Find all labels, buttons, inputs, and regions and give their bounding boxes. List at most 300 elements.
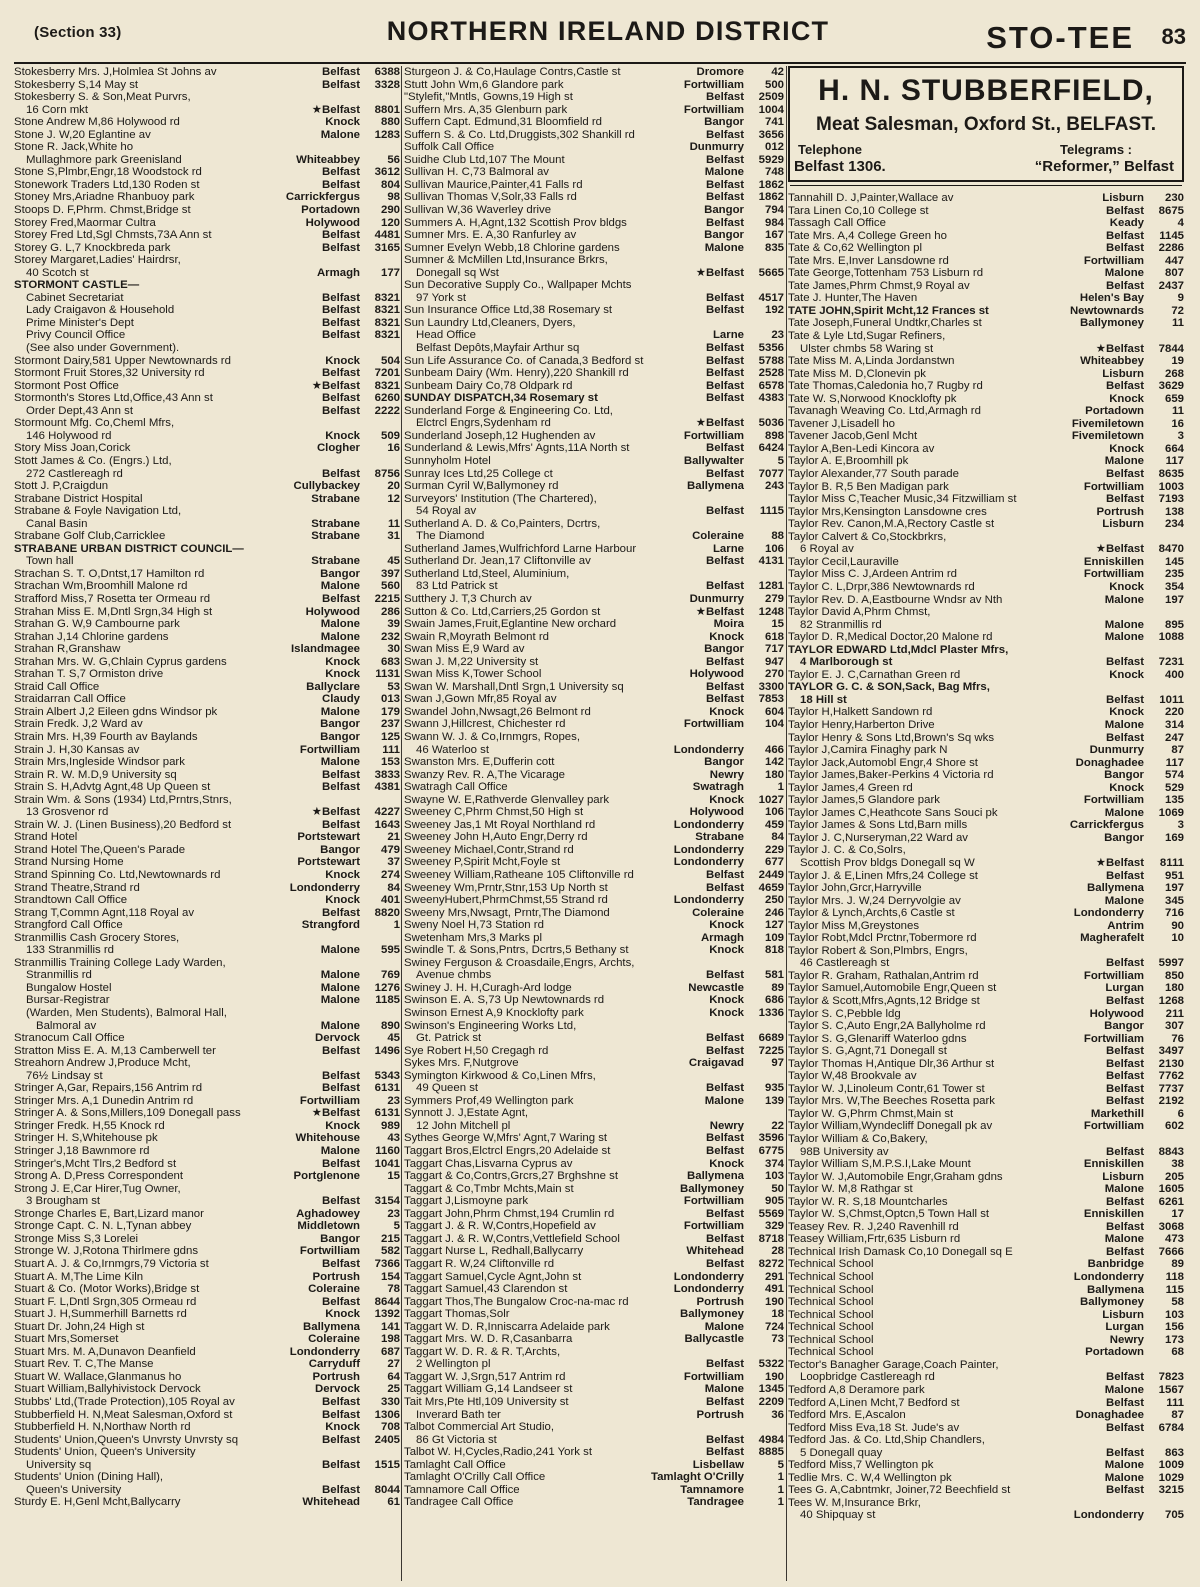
entry-exchange: Strabane bbox=[695, 831, 744, 844]
entry-name: Sutherland Ltd,Steel, Aluminium, bbox=[404, 567, 570, 580]
entry-number: 7231 bbox=[1158, 656, 1184, 669]
entry-name: Stone S,Plmbr,Engr,18 Woodstock rd bbox=[14, 166, 202, 179]
entry-name: Storey G. L,7 Knockbreda park bbox=[14, 241, 171, 254]
directory-entry bbox=[788, 518, 1184, 531]
entry-name: Sunray Ices Ltd,25 College ct bbox=[404, 467, 553, 480]
directory-entry bbox=[404, 1283, 784, 1296]
entry-name: Technical School bbox=[788, 1321, 874, 1334]
entry-name: Cabinet Secretariat bbox=[26, 291, 124, 304]
entry-name: Stokesberry Mrs. J,Holmlea St Johns av bbox=[14, 66, 217, 78]
entry-number: 1283 bbox=[374, 128, 400, 141]
entry-number: 582 bbox=[380, 1245, 400, 1258]
entry-name: Sullivan W,36 Waverley drive bbox=[404, 204, 552, 217]
entry-exchange: Ballymena bbox=[303, 1320, 360, 1333]
directory-entry bbox=[404, 1271, 784, 1284]
directory-entry bbox=[14, 844, 400, 857]
entry-exchange: Strabane bbox=[311, 517, 360, 530]
entry-exchange: Portadown bbox=[1085, 405, 1144, 418]
entry-exchange: Belfast bbox=[1106, 1095, 1144, 1108]
directory-entry bbox=[14, 957, 400, 970]
entry-name: Taylor Henry,Harberton Drive bbox=[788, 718, 935, 731]
entry-exchange: Knock bbox=[325, 116, 360, 129]
entry-name: Stranmillis Training College Lady Warden, bbox=[14, 956, 226, 969]
entry-number: 4 bbox=[1177, 217, 1184, 230]
entry-exchange: Belfast bbox=[1106, 1396, 1144, 1409]
entry-exchange: Malone bbox=[1104, 455, 1144, 468]
directory-entry bbox=[788, 280, 1184, 293]
entry-number: 6424 bbox=[758, 442, 784, 455]
entry-name: Swan Miss K,Tower School bbox=[404, 668, 542, 681]
entry-name: Technical School bbox=[788, 1333, 874, 1346]
entry-number: 36 bbox=[771, 1408, 784, 1421]
entry-number: 42 bbox=[771, 66, 784, 78]
entry-number: 1004 bbox=[758, 103, 784, 116]
ad-trade-line: Meat Salesman, Oxford St., BELFAST. bbox=[816, 114, 1156, 135]
entry-number: 397 bbox=[380, 567, 400, 580]
entry-number: 1862 bbox=[758, 178, 784, 191]
entry-exchange: Londonderry bbox=[289, 881, 360, 894]
directory-entry bbox=[788, 957, 1184, 970]
entry-number: 7844 bbox=[1158, 342, 1184, 355]
entry-name: Strain Wm. & Sons (1934) Ltd,Prntrs,Stnrs, bbox=[14, 793, 232, 806]
entry-number: 3068 bbox=[1158, 1220, 1184, 1233]
entry-exchange: Portrush bbox=[696, 1408, 744, 1421]
directory-entry bbox=[14, 1007, 400, 1020]
directory-entry bbox=[788, 1371, 1184, 1384]
directory-entry bbox=[14, 79, 400, 92]
directory-entry bbox=[404, 442, 784, 455]
entry-number: 3656 bbox=[758, 128, 784, 141]
directory-entry bbox=[788, 619, 1184, 632]
entry-name: Tait Mrs,Pte Htl,109 University st bbox=[404, 1395, 569, 1408]
entry-name: Swanzy Rev. R. A,The Vicarage bbox=[404, 768, 566, 781]
entry-exchange: Malone bbox=[320, 969, 360, 982]
directory-entry bbox=[14, 1421, 400, 1434]
directory-entry bbox=[404, 744, 784, 757]
directory-entry bbox=[14, 568, 400, 581]
entry-name: Technical School bbox=[788, 1271, 874, 1284]
entry-exchange: Whitehead bbox=[302, 1496, 360, 1509]
entry-number: 4481 bbox=[374, 229, 400, 242]
entry-name: Strahan R,Granshaw bbox=[14, 643, 121, 656]
entry-number: 87 bbox=[1171, 744, 1184, 757]
entry-exchange: Londonderry bbox=[673, 894, 744, 907]
entry-name: Taylor S. G,Glenariff Waterloo gdns bbox=[788, 1032, 967, 1045]
entry-exchange: Fortwilliam bbox=[1083, 1032, 1144, 1045]
directory-entry bbox=[788, 1284, 1184, 1297]
entry-name: Taggart & Co,Contrs,Grcrs,27 Brghshne st bbox=[404, 1170, 618, 1183]
entry-number: 235 bbox=[1164, 568, 1184, 581]
directory-entry bbox=[404, 1358, 784, 1371]
directory-entry bbox=[404, 204, 784, 217]
entry-number: 270 bbox=[764, 668, 784, 681]
entry-exchange: Belfast bbox=[1106, 1195, 1144, 1208]
entry-number: 5569 bbox=[758, 1207, 784, 1220]
directory-entry bbox=[14, 1258, 400, 1271]
directory-entry bbox=[14, 1396, 400, 1409]
directory-entry bbox=[404, 643, 784, 656]
entry-number: 4131 bbox=[758, 555, 784, 568]
entry-exchange: Belfast bbox=[706, 354, 744, 367]
entry-name: Stott J. P,Craigdun bbox=[14, 480, 109, 493]
directory-entry bbox=[14, 480, 400, 493]
entry-name: Taylor Mrs. J. W,24 Derryvolgie av bbox=[788, 894, 961, 907]
entry-number: 28 bbox=[771, 1245, 784, 1258]
entry-exchange: Belfast bbox=[706, 1446, 744, 1459]
directory-entry bbox=[404, 430, 784, 443]
entry-name: Taggart Thos,The Bungalow Croc-na-mac rd bbox=[404, 1295, 629, 1308]
entry-exchange: Malone bbox=[320, 705, 360, 718]
entry-number: 3 bbox=[1177, 430, 1184, 443]
entry-number: 53 bbox=[387, 680, 400, 693]
entry-exchange: Belfast bbox=[706, 1433, 744, 1446]
entry-name: 40 Shipquay st bbox=[800, 1509, 876, 1522]
entry-number: 3 bbox=[1177, 819, 1184, 832]
entry-exchange: Belfast bbox=[322, 367, 360, 380]
entry-number: 1 bbox=[777, 1496, 784, 1509]
entry-exchange: Bangor bbox=[1104, 769, 1144, 782]
entry-name: Tate J. Hunter,The Haven bbox=[788, 292, 918, 305]
directory-entry bbox=[788, 1196, 1184, 1209]
entry-name: Tedford Mrs. E,Ascalon bbox=[788, 1409, 906, 1422]
entry-number: 89 bbox=[771, 981, 784, 994]
entry-name: Taggart R. W,24 Cliftonville rd bbox=[404, 1257, 555, 1270]
entry-exchange: Belfast bbox=[1106, 869, 1144, 882]
entry-number: 314 bbox=[1164, 718, 1184, 731]
directory-entry bbox=[404, 631, 784, 644]
entry-name: Stringer Mrs. A,1 Dunedin Antrim rd bbox=[14, 1094, 194, 1107]
entry-number: 794 bbox=[764, 204, 784, 217]
entry-number: 268 bbox=[1164, 367, 1184, 380]
entry-name: 97 York st bbox=[416, 291, 467, 304]
entry-number: 1268 bbox=[1158, 995, 1184, 1007]
entry-name: Students' Union,Queen's Unvrsty Unvrsty sq bbox=[14, 1433, 239, 1446]
entry-exchange: Belfast bbox=[1106, 731, 1144, 744]
entry-number: 247 bbox=[1164, 731, 1184, 744]
entry-number: 232 bbox=[380, 630, 400, 643]
entry-number: 15 bbox=[387, 1170, 400, 1183]
directory-entry bbox=[788, 380, 1184, 393]
entry-exchange: Londonderry bbox=[1073, 1509, 1144, 1522]
directory-entry bbox=[404, 380, 784, 393]
entry-exchange: Knock bbox=[325, 429, 360, 442]
entry-name: Streahorn Andrew J,Produce Mcht, bbox=[14, 1057, 191, 1070]
entry-number: 180 bbox=[764, 768, 784, 781]
entry-name: Strain Mrs,Ingleside Windsor park bbox=[14, 756, 185, 769]
directory-entry bbox=[14, 1296, 400, 1309]
directory-entry bbox=[404, 1484, 784, 1497]
entry-number: 329 bbox=[764, 1220, 784, 1233]
entry-name: Taylor Cecil,Lauraville bbox=[788, 555, 899, 568]
entry-number: 2130 bbox=[1158, 1057, 1184, 1070]
entry-number: 473 bbox=[1164, 1233, 1184, 1246]
entry-name: TAYLOR G. C. & SON,Sack, Bag Mfrs, bbox=[788, 681, 990, 694]
entry-exchange: Ballycastle bbox=[684, 1333, 744, 1346]
entry-number: 466 bbox=[764, 743, 784, 756]
directory-entry bbox=[788, 405, 1184, 418]
entry-number: 8321 bbox=[374, 379, 400, 392]
entry-number: 6131 bbox=[374, 1107, 400, 1120]
directory-entry bbox=[788, 355, 1184, 368]
entry-exchange: Fivemiletown bbox=[1071, 430, 1144, 443]
entry-number: 529 bbox=[1164, 781, 1184, 794]
directory-entry bbox=[788, 1183, 1184, 1196]
directory-entry bbox=[404, 769, 784, 782]
directory-entry bbox=[14, 129, 400, 142]
directory-entry bbox=[788, 907, 1184, 920]
entry-exchange: Londonderry bbox=[673, 743, 744, 756]
directory-entry bbox=[14, 994, 400, 1007]
entry-name: Stutt John Wm,6 Glandore park bbox=[404, 78, 564, 91]
directory-entry bbox=[788, 1334, 1184, 1347]
entry-name: Strain Mrs. H,39 Fourth av Baylands bbox=[14, 730, 198, 743]
entry-number: 8044 bbox=[374, 1483, 400, 1496]
entry-number: 290 bbox=[380, 204, 400, 217]
entry-exchange: Enniskillen bbox=[1083, 555, 1144, 568]
entry-number: 677 bbox=[764, 856, 784, 869]
entry-name: Stubberfield H. N,Meat Salesman,Oxford st bbox=[14, 1408, 233, 1421]
entry-exchange: Bangor bbox=[1104, 831, 1144, 844]
directory-entry bbox=[404, 1321, 784, 1334]
directory-entry bbox=[14, 1471, 400, 1484]
entry-exchange: Belfast bbox=[322, 1483, 360, 1496]
entry-exchange: Dervock bbox=[315, 1032, 360, 1045]
entry-number: 401 bbox=[380, 894, 400, 907]
page-header bbox=[30, 16, 1186, 64]
entry-exchange: Lurgan bbox=[1105, 982, 1144, 995]
entry-name: Sweny Noel H,73 Station rd bbox=[404, 919, 544, 932]
entry-name: Sunbeam Dairy (Wm. Henry),220 Shankill rd bbox=[404, 367, 629, 380]
entry-number: 234 bbox=[1164, 518, 1184, 531]
entry-name: Strabane District Hospital bbox=[14, 492, 143, 505]
entry-name: Surman Cyril W,Ballymoney rd bbox=[404, 480, 559, 493]
directory-entry bbox=[404, 656, 784, 669]
entry-name: Students' Union (Dining Hall), bbox=[14, 1471, 164, 1484]
entry-name: Tate Thomas,Caledonia ho,7 Rugby rd bbox=[788, 380, 983, 393]
directory-entry bbox=[404, 806, 784, 819]
entry-name: TATE JOHN,Spirit Mcht,12 Frances st bbox=[788, 304, 989, 317]
directory-entry bbox=[14, 744, 400, 757]
entry-exchange: ★Belfast bbox=[311, 806, 360, 819]
entry-name: Sutherland Dr. Jean,17 Cliftonville av bbox=[404, 555, 591, 568]
entry-number: 345 bbox=[1164, 894, 1184, 907]
directory-entry bbox=[404, 493, 784, 506]
entry-number: 1567 bbox=[1158, 1383, 1184, 1396]
directory-entry bbox=[788, 468, 1184, 481]
directory-entry bbox=[14, 731, 400, 744]
entry-number: 179 bbox=[380, 705, 400, 718]
entry-number: 7366 bbox=[374, 1257, 400, 1270]
entry-name: Taylor E. J. C,Carnathan Green rd bbox=[788, 668, 961, 681]
entry-number: 5036 bbox=[758, 417, 784, 430]
directory-entry bbox=[404, 267, 784, 280]
directory-entry bbox=[14, 1383, 400, 1396]
entry-name: Sunbeam Dairy Co,78 Oldpark rd bbox=[404, 379, 573, 392]
entry-number: 935 bbox=[764, 1082, 784, 1095]
entry-name: Tate & Lyle Ltd,Sugar Refiners, bbox=[788, 330, 946, 343]
entry-exchange: Belfast bbox=[322, 291, 360, 304]
entry-exchange: Malone bbox=[320, 630, 360, 643]
entry-name: Strain J. H,30 Kansas av bbox=[14, 743, 140, 756]
entry-exchange: Larne bbox=[712, 329, 744, 342]
entry-number: 11 bbox=[1171, 317, 1184, 330]
entry-name: Tate & Co,62 Wellington pl bbox=[788, 242, 923, 255]
entry-exchange: Belfast bbox=[322, 1408, 360, 1421]
entry-name: 146 Holywood rd bbox=[26, 429, 112, 442]
entry-name: Taylor C. L,Drpr,386 Newtownards rd bbox=[788, 580, 975, 593]
entry-number: 8321 bbox=[374, 316, 400, 329]
entry-exchange: Belfast bbox=[322, 1195, 360, 1208]
entry-exchange: Fortwilliam bbox=[1083, 969, 1144, 982]
entry-number: 1131 bbox=[375, 668, 400, 681]
entry-name: Stone Andrew M,86 Holywood rd bbox=[14, 116, 180, 129]
entry-exchange: ★Belfast bbox=[695, 605, 744, 618]
entry-number: 111 bbox=[1166, 1396, 1184, 1409]
entry-exchange: Portadown bbox=[1085, 1346, 1144, 1359]
entry-number: 6775 bbox=[758, 1145, 784, 1158]
directory-entry bbox=[14, 1484, 400, 1497]
entry-name: Strang T,Commn Agnt,118 Royal av bbox=[14, 906, 195, 919]
entry-number: 23 bbox=[387, 1094, 400, 1107]
entry-name: Sykes Mrs. F,Nutgrove bbox=[404, 1057, 519, 1070]
directory-entry bbox=[404, 530, 784, 543]
entry-exchange: Coleraine bbox=[308, 1283, 360, 1296]
directory-entry bbox=[404, 79, 784, 92]
directory-entry bbox=[14, 1120, 400, 1133]
entry-name: Taggart J. & R. W,Contrs,Hopefield av bbox=[404, 1220, 596, 1233]
entry-name: Strand Hotel The,Queen's Parade bbox=[14, 843, 186, 856]
entry-number: 10 bbox=[1171, 932, 1184, 945]
entry-number: 88 bbox=[771, 530, 784, 543]
entry-name: Strain S. H,Advtg Agnt,48 Up Queen st bbox=[14, 781, 211, 794]
entry-name: Stott James & Co. (Engrs.) Ltd, bbox=[14, 454, 172, 467]
entry-exchange: Knock bbox=[709, 793, 744, 806]
entry-number: 17 bbox=[1171, 1208, 1184, 1221]
entry-exchange: Magherafelt bbox=[1080, 932, 1144, 945]
directory-entry bbox=[404, 317, 784, 330]
entry-exchange: Belfast bbox=[322, 1395, 360, 1408]
entry-number: 717 bbox=[764, 643, 784, 656]
directory-entry bbox=[788, 995, 1184, 1008]
entry-exchange: Knock bbox=[1109, 706, 1144, 719]
entry-name: Prime Minister's Dept bbox=[26, 316, 134, 329]
directory-entry bbox=[404, 1245, 784, 1258]
directory-entry bbox=[788, 1070, 1184, 1083]
entry-number: 3612 bbox=[374, 166, 400, 179]
entry-exchange: Bangor bbox=[704, 643, 744, 656]
directory-entry bbox=[14, 1145, 400, 1158]
entry-exchange: Belfast bbox=[322, 1044, 360, 1057]
directory-entry bbox=[788, 430, 1184, 443]
entry-name: Inverard Bath ter bbox=[416, 1408, 501, 1421]
entry-number: 229 bbox=[764, 843, 784, 856]
entry-name: Sutherland James,Wulfrichford Larne Harbour bbox=[404, 542, 637, 555]
entry-exchange: Malone bbox=[1104, 267, 1144, 280]
directory-entry bbox=[404, 1308, 784, 1321]
directory-entry bbox=[788, 1158, 1184, 1171]
entry-exchange: Malone bbox=[320, 128, 360, 141]
entry-number: 117 bbox=[1165, 455, 1184, 468]
entry-number: 23 bbox=[387, 1207, 400, 1220]
directory-entry bbox=[788, 1146, 1184, 1159]
entry-exchange: Moira bbox=[713, 618, 744, 631]
entry-name: Stranocum Call Office bbox=[14, 1032, 125, 1045]
entry-name: Sun Decorative Supply Co., Wallpaper Mchts bbox=[404, 279, 632, 292]
entry-name: Taggart Mrs. W. D. R,Casanbarra bbox=[404, 1333, 573, 1346]
entry-exchange: Belfast bbox=[1106, 1421, 1144, 1434]
entry-exchange: Tamlaght O'Crilly bbox=[650, 1471, 744, 1484]
entry-name: Swann J,Hillcrest, Chichester rd bbox=[404, 718, 566, 731]
entry-name: Bungalow Hostel bbox=[26, 981, 112, 994]
entry-exchange: Malone bbox=[1104, 1183, 1144, 1196]
entry-exchange: Belfast bbox=[706, 655, 744, 668]
directory-entry bbox=[404, 831, 784, 844]
entry-exchange: Newry bbox=[709, 768, 744, 781]
entry-name: Taylor Samuel,Automobile Engr,Queen st bbox=[788, 982, 997, 995]
entry-number: 23 bbox=[771, 329, 784, 342]
entry-name: Storey Margaret,Ladies' Hairdrsr, bbox=[14, 254, 181, 267]
entry-name: Sunderland & Lewis,Mfrs' Agnts,11A North st bbox=[404, 442, 630, 455]
entry-name: Sturgeon J. & Co,Haulage Contrs,Castle st bbox=[404, 66, 621, 78]
entry-number: 78 bbox=[387, 1283, 400, 1296]
directory-entry bbox=[14, 304, 400, 317]
directory-entry bbox=[788, 305, 1184, 318]
directory-entry bbox=[788, 1447, 1184, 1460]
entry-exchange: Malone bbox=[1104, 718, 1144, 731]
directory-entry bbox=[788, 255, 1184, 268]
entry-number: 38 bbox=[1171, 1158, 1184, 1171]
entry-exchange: Londonderry bbox=[289, 1345, 360, 1358]
entry-exchange: Belfast bbox=[322, 592, 360, 605]
entry-number: 7201 bbox=[374, 367, 400, 380]
entry-number: 7666 bbox=[1158, 1245, 1184, 1258]
directory-entry bbox=[14, 618, 400, 631]
entry-exchange: Belfast bbox=[1106, 1145, 1144, 1158]
entry-name: Lady Craigavon & Household bbox=[26, 304, 175, 317]
entry-name: Stringer J,18 Bawnmore rd bbox=[14, 1145, 150, 1158]
entry-name: Taggart Nurse L, Redhall,Ballycarry bbox=[404, 1245, 584, 1258]
entry-number: 37 bbox=[387, 856, 400, 869]
entry-number: 4381 bbox=[374, 781, 400, 794]
entry-exchange: Belfast bbox=[706, 969, 744, 982]
entry-exchange: Swatragh bbox=[692, 781, 744, 794]
directory-entry bbox=[788, 543, 1184, 556]
directory-entry bbox=[404, 1183, 784, 1196]
directory-entry bbox=[14, 166, 400, 179]
entry-exchange: Tandragee bbox=[687, 1496, 744, 1509]
directory-entry bbox=[14, 555, 400, 568]
entry-exchange: Belfast bbox=[706, 153, 744, 166]
entry-exchange: Belfast bbox=[706, 304, 744, 317]
directory-entry bbox=[404, 217, 784, 230]
entry-exchange: Belfast bbox=[322, 906, 360, 919]
entry-number: 103 bbox=[1164, 1308, 1184, 1321]
directory-entry bbox=[404, 781, 784, 794]
entry-number: 76 bbox=[1171, 1032, 1184, 1045]
entry-exchange: Bangor bbox=[1104, 1020, 1144, 1033]
entry-number: 5929 bbox=[758, 153, 784, 166]
entry-number: 3165 bbox=[374, 241, 400, 254]
entry-name: Tedford A,Linen Mcht,7 Bedford st bbox=[788, 1396, 960, 1409]
entry-number: 1041 bbox=[374, 1157, 400, 1170]
entry-number: 602 bbox=[1164, 1120, 1184, 1133]
entry-number: 197 bbox=[1164, 593, 1184, 606]
entry-exchange: Holywood bbox=[305, 216, 360, 229]
advertisement-box bbox=[788, 66, 1184, 182]
entry-exchange: Ballyclare bbox=[306, 680, 360, 693]
entry-name: 46 Waterloo st bbox=[416, 743, 490, 756]
entry-name: Tector's Banagher Garage,Coach Painter, bbox=[788, 1358, 999, 1371]
